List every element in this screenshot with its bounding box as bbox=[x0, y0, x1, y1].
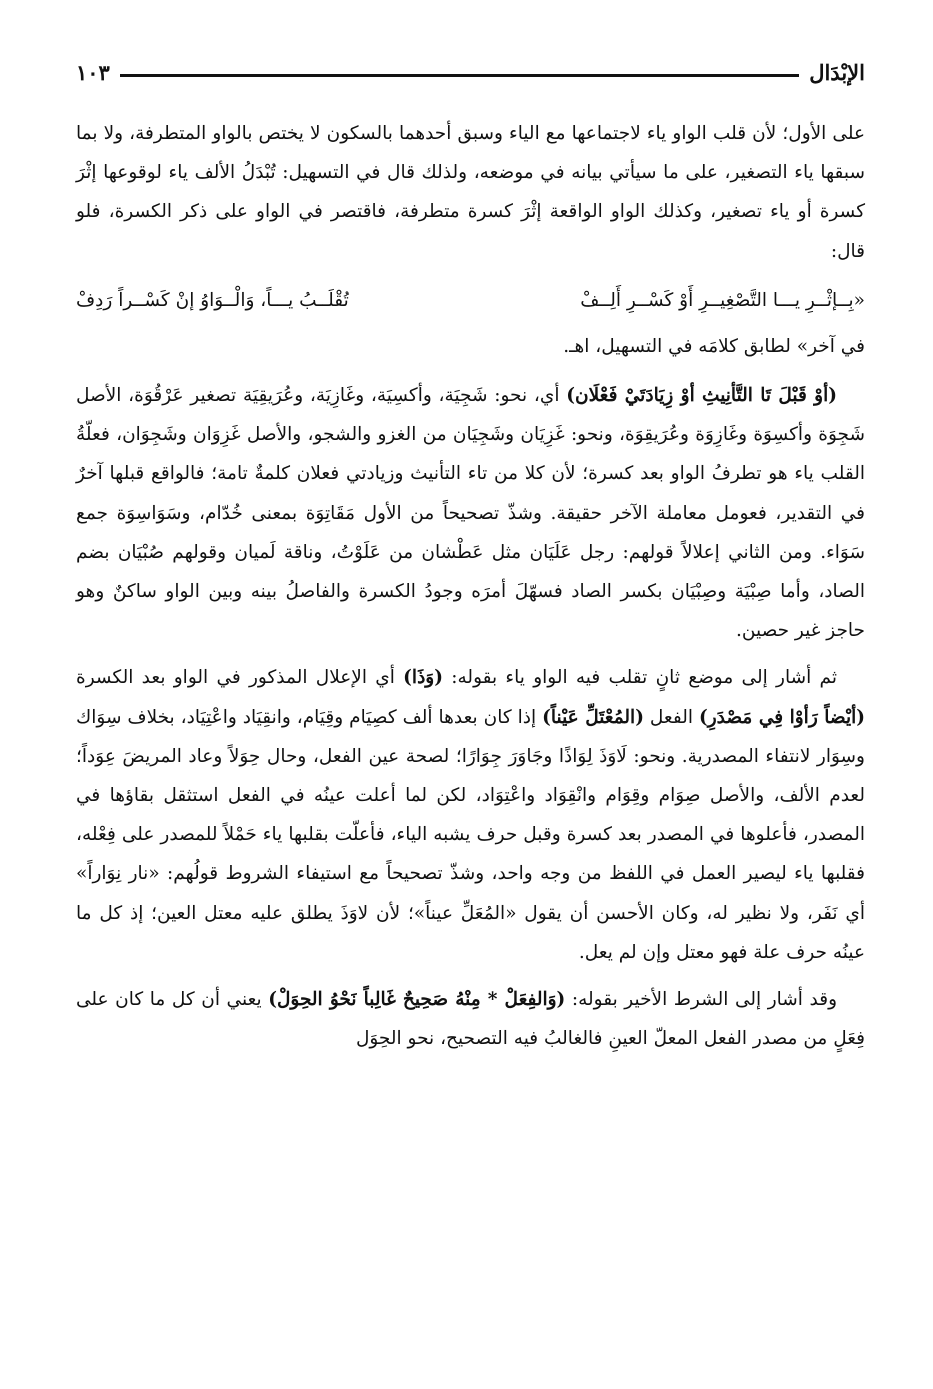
quoted-verse-fragment: (أيْضاً رَأوْا فِي مَصْدَرِ) bbox=[698, 706, 865, 728]
paragraph-text: على الأول؛ لأن قلب الواو ياء لاجتماعها مع الياء وسبق أحدهما بالسكون لا يختص بالواو المتطرفة، ولا بما سبقها ياء التصغير، على ما سيأتي بيانه في موضعه، ولذلك قال في التسهيل: تُبْدَلُ الألف ياء لوقوعها إثْرَ كسرة أو ياء تصغير، وكذلك الواو الواقعة إثْرَ كسرة متطرفة، فاقتصر في الواو على ذكر الكسرة، فلو قال: bbox=[76, 123, 865, 262]
quoted-verse-fragment: (وَالفِعَلْ * مِنْهُ صَحِيحٌ غَالِباً نَحْوُ الحِوَلْ) bbox=[268, 989, 566, 1011]
paragraph-4 bbox=[76, 658, 865, 972]
paragraph-text: ثم أشار إلى موضع ثانٍ تقلب فيه الواو ياء بقوله: bbox=[443, 667, 837, 689]
paragraph-text: الفعل bbox=[643, 706, 699, 728]
quoted-verse-fragment: (أوْ قَبْلَ تَا التَّأنِيثِ أوْ زِيَادَتَيْ فَعْلَان) bbox=[566, 385, 837, 407]
quoted-verse-fragment: (وَذَا) bbox=[403, 667, 443, 689]
page-header bbox=[76, 52, 865, 92]
page-body bbox=[76, 114, 865, 1058]
paragraph-text: وقد أشار إلى الشرط الأخير بقوله: bbox=[565, 989, 838, 1011]
paragraph-3 bbox=[76, 376, 865, 650]
poetry-verse bbox=[76, 279, 865, 323]
page-number: ١٠٣ bbox=[76, 59, 110, 85]
paragraph-2 bbox=[76, 327, 865, 366]
paragraph-text: يعني أن كل ما كان على فِعَلٍ من مصدر الفعل المعلّ العينِ فالغالبُ فيه التصحيح، نحو الحِوَل bbox=[76, 989, 865, 1050]
paragraph-text: أي، نحو: شَجِيَة، وأكسِيَة، وغَازِيَة، وعُرَيقِيَة تصغير عَرْقُوَة، الأصل شَجِوَة وأكسِوَة وغَازِوَة وعُرَيقِوَة، ونحو: غَزِيَان وشَجِيَان من الغزو والشجو، والأصل غَزِوَان وشَجِوَان، فعلّةُ القلب ياء هو تطرفُ الواو بعد كسرة؛ لأن كلا من تاء التأنيث وزيادتي فعلان كلمةٌ تامة؛ فالواقع قبلها آخرٌ في التقدير، فعومل معاملة الآخر حقيقة. وشذّ تصحيحاً من الأول مَقَاتِوَة بمعنى خُدّام، وسَوَاسِوَة جمع سَوَاء. ومن الثاني إعلالاً قولهم: رجل عَلَيَان مثل عَطْشان من عَلَوْتُ، وناقة لَميان وقولهم صُبْيَان بضم الصاد، وأما صِبْيَة وصِبْيَان بكسر الصاد فسهّلَ أمرَه وجودُ الكسرة والفاصلُ بينه وبين الواو ساكنٌ وهو حاجز غير حصين. bbox=[76, 385, 865, 642]
paragraph-1 bbox=[76, 114, 865, 271]
paragraph-text: في آخر» لطابق كلامَه في التسهيل، اهـ. bbox=[563, 335, 865, 357]
verse-second-hemistich: تُقْلَــبُ يـــاً، وَالْــوَاوُ إنْ كَسْــراً رَدِفْ bbox=[76, 289, 349, 311]
running-title: الإبْدَال bbox=[809, 59, 865, 85]
paragraph-5 bbox=[76, 980, 865, 1058]
header-rule bbox=[120, 74, 799, 77]
quoted-verse-fragment: (المُعْتَلِّ عَيْناً) bbox=[542, 706, 644, 728]
paragraph-text: إذا كان بعدها ألف كصِيَام وقِيَام، وانقِيَاد واعْتِيَاد، بخلاف سِوَاك وسِوَار لانتفاء المصدرية. ونحو: لَاوَذَ لِوَاذًا وجَاوَرَ جِوَارًا؛ لصحة عين الفعل، وحال حِوَلاً وعاد المريضَ عِوَداً؛ لعدم الألف، والأصل صِوَام وقِوَام وانْقِوَاد واعْتِوَاد، لكن لما أعلت عينُه في الفعل استثقل بقاؤها في المصدر، فأعلوها في المصدر بعد كسرة وقبل حرف يشبه الياء، فأعلّت بقلبها ياء حَمْلاً للمصدر على فِعْله، فقلبها ياء ليصير العمل في اللفظ من وجه واحد، وشذّ تصحيحاً مع استيفاء الشروط قولُهم: «نار نِوَاراً» أي نَفَر، ولا نظير له، وكان الأحسن أن يقول «المُعَلِّ عيناً»؛ لأن لاوَذَ يطلق عليه معتل العين؛ إذ كل ما عينُه حرف علة فهو معتل وإن لم يعل. bbox=[76, 706, 865, 963]
paragraph-text: أي الإعلال المذكور في الواو بعد الكسرة bbox=[76, 667, 404, 689]
verse-first-hemistich: «بِــإثْــرِ يـــا التَّصْغِيــرِ أَوْ كَسْــرِ أَلِــفْ bbox=[580, 289, 865, 311]
